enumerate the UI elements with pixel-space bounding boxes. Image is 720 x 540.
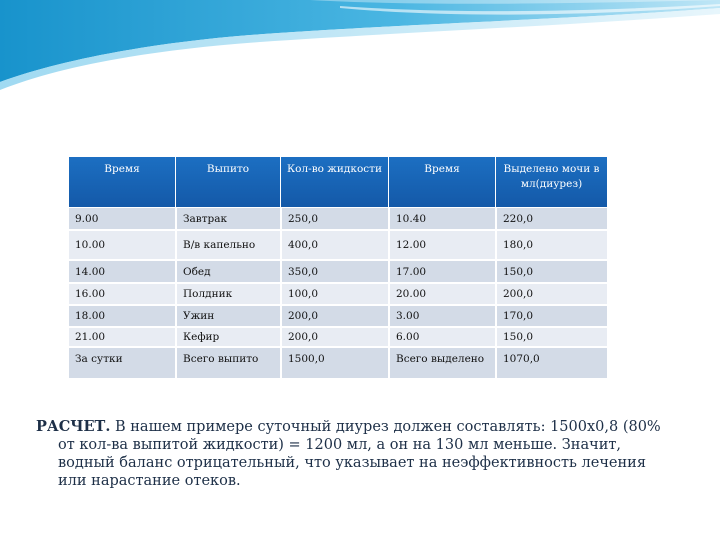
table-cell: 150,0 <box>495 261 607 284</box>
header-time-output: Время <box>388 157 495 207</box>
diuresis-table-container <box>69 157 607 380</box>
header-wave-decoration <box>0 0 720 90</box>
table-cell: 1500,0 <box>280 348 388 380</box>
table-cell: Полдник <box>175 284 280 306</box>
table-cell: 14.00 <box>69 261 175 284</box>
calculation-paragraph <box>36 418 676 490</box>
table-cell: 200,0 <box>280 328 388 348</box>
table-total-row <box>69 348 607 380</box>
header-urine-output: Выделено мочи в мл(диурез) <box>495 157 607 207</box>
table-cell: Всего выпито <box>175 348 280 380</box>
table-row <box>69 207 607 231</box>
table-cell: 200,0 <box>495 284 607 306</box>
table-row <box>69 261 607 284</box>
table-cell: Ужин <box>175 306 280 328</box>
table-cell: 9.00 <box>69 207 175 231</box>
table-cell: 220,0 <box>495 207 607 231</box>
calculation-text: В нашем примере суточный диурез должен составлять: 1500х0,8 (80% от кол-ва выпитой жидкости) = 1200 мл, а он на 130 мл меньше. Значит, водный баланс отрицательный, что указывает на неэффективность лечения или нарастание отеков. <box>58 419 661 489</box>
calculation-lead: РАСЧЕТ. <box>36 418 111 435</box>
header-drunk: Выпито <box>175 157 280 207</box>
table-cell: 3.00 <box>388 306 495 328</box>
table-cell: За сутки <box>69 348 175 380</box>
table-cell: 400,0 <box>280 231 388 261</box>
header-time-intake: Время <box>69 157 175 207</box>
table-cell: 16.00 <box>69 284 175 306</box>
table-cell: 21.00 <box>69 328 175 348</box>
table-row <box>69 231 607 261</box>
table-cell: 17.00 <box>388 261 495 284</box>
table-cell: 250,0 <box>280 207 388 231</box>
table-row <box>69 328 607 348</box>
table-cell: 10.40 <box>388 207 495 231</box>
table-cell: 6.00 <box>388 328 495 348</box>
header-fluid-amount: Кол-во жидкости <box>280 157 388 207</box>
table-cell: Всего выделено <box>388 348 495 380</box>
table-cell: 10.00 <box>69 231 175 261</box>
table-row <box>69 306 607 328</box>
table-cell: Кефир <box>175 328 280 348</box>
table-row <box>69 284 607 306</box>
table-cell: Завтрак <box>175 207 280 231</box>
table-cell: 180,0 <box>495 231 607 261</box>
table-cell: 350,0 <box>280 261 388 284</box>
table-cell: 100,0 <box>280 284 388 306</box>
table-cell: 12.00 <box>388 231 495 261</box>
table-cell: 20.00 <box>388 284 495 306</box>
table-cell: 170,0 <box>495 306 607 328</box>
table-cell: 200,0 <box>280 306 388 328</box>
table-header-row <box>69 157 607 207</box>
table-cell: 1070,0 <box>495 348 607 380</box>
table-cell: В/в капельно <box>175 231 280 261</box>
table-cell: Обед <box>175 261 280 284</box>
table-cell: 150,0 <box>495 328 607 348</box>
diuresis-table <box>69 157 607 380</box>
table-cell: 18.00 <box>69 306 175 328</box>
